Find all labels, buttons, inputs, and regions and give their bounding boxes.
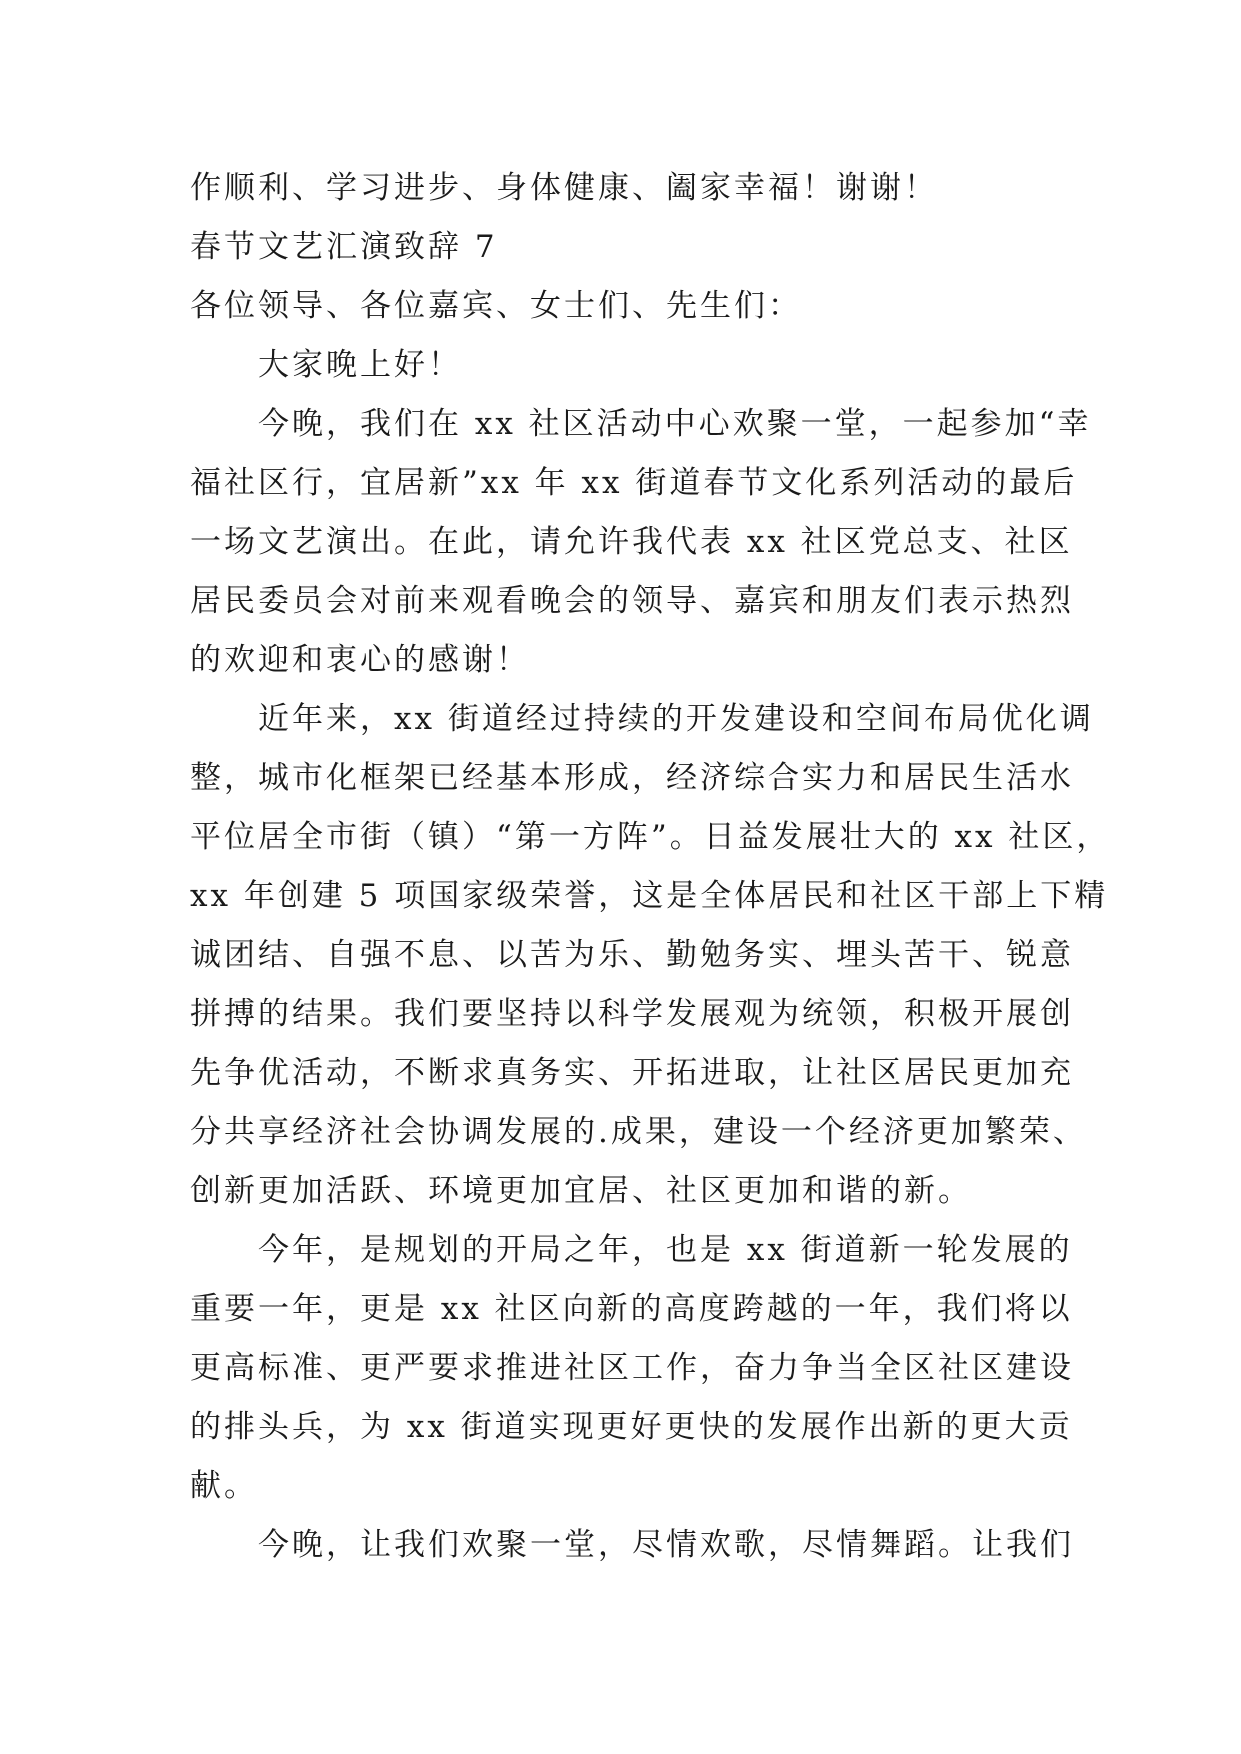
text-line: 献。 [190, 1468, 258, 1504]
text-line: 先争优活动，不断求真务实、开拓进取，让社区居民更加充 [190, 1055, 1074, 1091]
text-line: 福社区行，宜居新”xx 年 xx 街道春节文化系列活动的最后 [190, 465, 1078, 501]
text-line: 分共享经济社会协调发展的.成果，建设一个经济更加繁荣、 [190, 1114, 1087, 1150]
greeting: 大家晚上好！ [258, 347, 462, 383]
text-line: 今年，是规划的开局之年，也是 xx 街道新一轮发展的 [258, 1232, 1073, 1268]
text-line: 今晚，我们在 xx 社区活动中心欢聚一堂，一起参加“幸 [258, 406, 1092, 442]
text-line: xx 年创建 5 项国家级荣誉，这是全体居民和社区干部上下精 [190, 878, 1109, 914]
text-line: 更高标准、更严要求推进社区工作，奋力争当全区社区建设 [190, 1350, 1074, 1386]
text-line: 整，城市化框架已经基本形成，经济综合实力和居民生活水 [190, 760, 1074, 796]
text-line: 诚团结、自强不息、以苦为乐、勤勉务实、埋头苦干、锐意 [190, 937, 1074, 973]
text-line: 重要一年，更是 xx 社区向新的高度跨越的一年，我们将以 [190, 1291, 1073, 1327]
text-line: 的排头兵，为 xx 街道实现更好更快的发展作出新的更大贡 [190, 1409, 1073, 1445]
text-line: 平位居全市街（镇）“第一方阵”。日益发展壮大的 xx 社区， [190, 819, 1111, 855]
text-line: 的欢迎和衷心的感谢！ [190, 642, 530, 678]
text-line: 作顺利、学习进步、身体健康、阖家幸福！谢谢！ [190, 170, 938, 206]
text-line: 今晚，让我们欢聚一堂，尽情欢歌，尽情舞蹈。让我们 [258, 1527, 1074, 1563]
text-line: 拼搏的结果。我们要坚持以科学发展观为统领，积极开展创 [190, 996, 1074, 1032]
text-line: 创新更加活跃、环境更加宜居、社区更加和谐的新。 [190, 1173, 972, 1209]
text-line: 近年来，xx 街道经过持续的开发建设和空间布局优化调 [258, 701, 1094, 737]
section-title: 春节文艺汇演致辞 7 [190, 229, 498, 265]
salutation: 各位领导、各位嘉宾、女士们、先生们： [190, 288, 802, 324]
text-line: 一场文艺演出。在此，请允许我代表 xx 社区党总支、社区 [190, 524, 1073, 560]
text-line: 居民委员会对前来观看晚会的领导、嘉宾和朋友们表示热烈 [190, 583, 1074, 619]
